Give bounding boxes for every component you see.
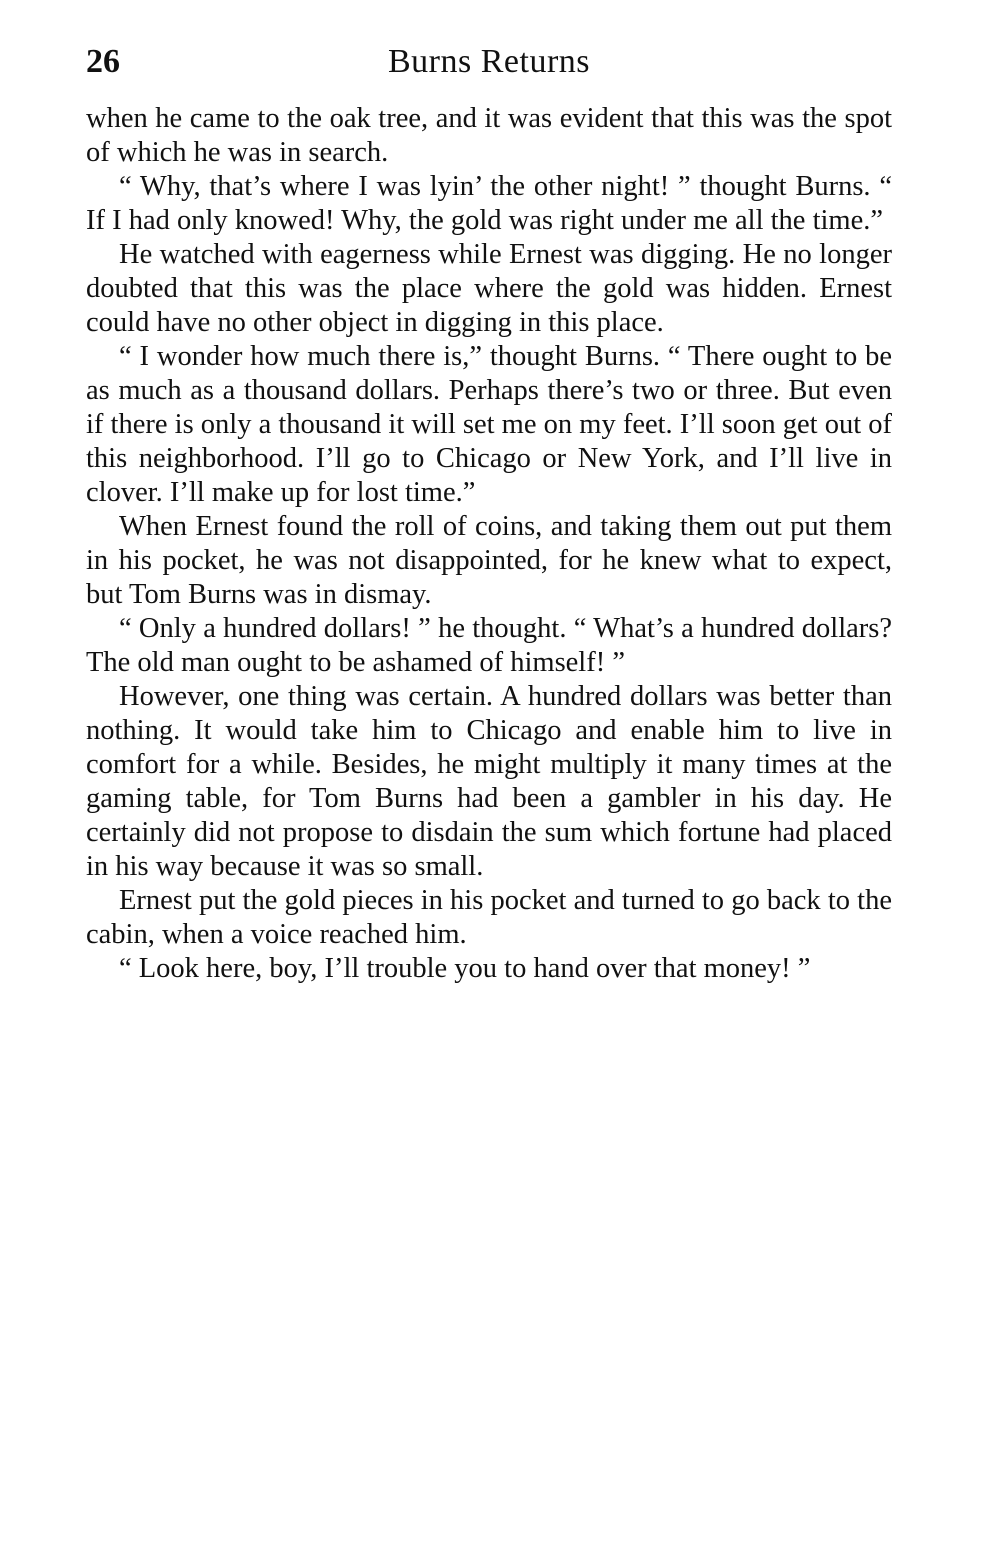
paragraph: “ I wonder how much there is,” thought Burns. “ There ought to be as much as a thousand dollars. Perhaps there’s two or three. But even if there is only a thousand it will set me on my feet. I’ll soon get out of this neighborhood. I’ll go to Chicago or New York, and I’ll live in clover. I’ll make up for lost time.” [86,341,892,508]
paragraph: Ernest put the gold pieces in his pocket and turned to go back to the cabin, when a voice reached him. [86,885,892,950]
paragraph: “ Why, that’s where I was lyin’ the other night! ” thought Burns. “ If I had only knowed! Why, the gold was right under me all the time.” [86,171,892,236]
paragraph: He watched with eagerness while Ernest was digging. He no longer doubted that this was the place where the gold was hidden. Ernest could have no other object in digging in this place. [86,239,892,338]
paragraph: when he came to the oak tree, and it was evident that this was the spot of which he was in search. [86,103,892,168]
page-header [86,38,892,90]
body-text [86,102,892,986]
running-head: Burns Returns [388,43,590,80]
paragraph: However, one thing was certain. A hundred dollars was better than nothing. It would take him to Chicago and enable him to live in comfort for a while. Besides, he might multiply it many times at the gaming table, for Tom Burns had been a gambler in his day. He certainly did not propose to disdain the sum which fortune had placed in his way because it was so small. [86,681,892,882]
book-page [86,38,892,986]
page-number: 26 [86,43,120,80]
paragraph: When Ernest found the roll of coins, and taking them out put them in his pocket, he was not disappointed, for he knew what to expect, but Tom Burns was in dismay. [86,511,892,610]
paragraph: “ Look here, boy, I’ll trouble you to hand over that money! ” [119,953,811,984]
paragraph: “ Only a hundred dollars! ” he thought. “ What’s a hundred dollars? The old man ought to be ashamed of himself! ” [86,613,892,678]
